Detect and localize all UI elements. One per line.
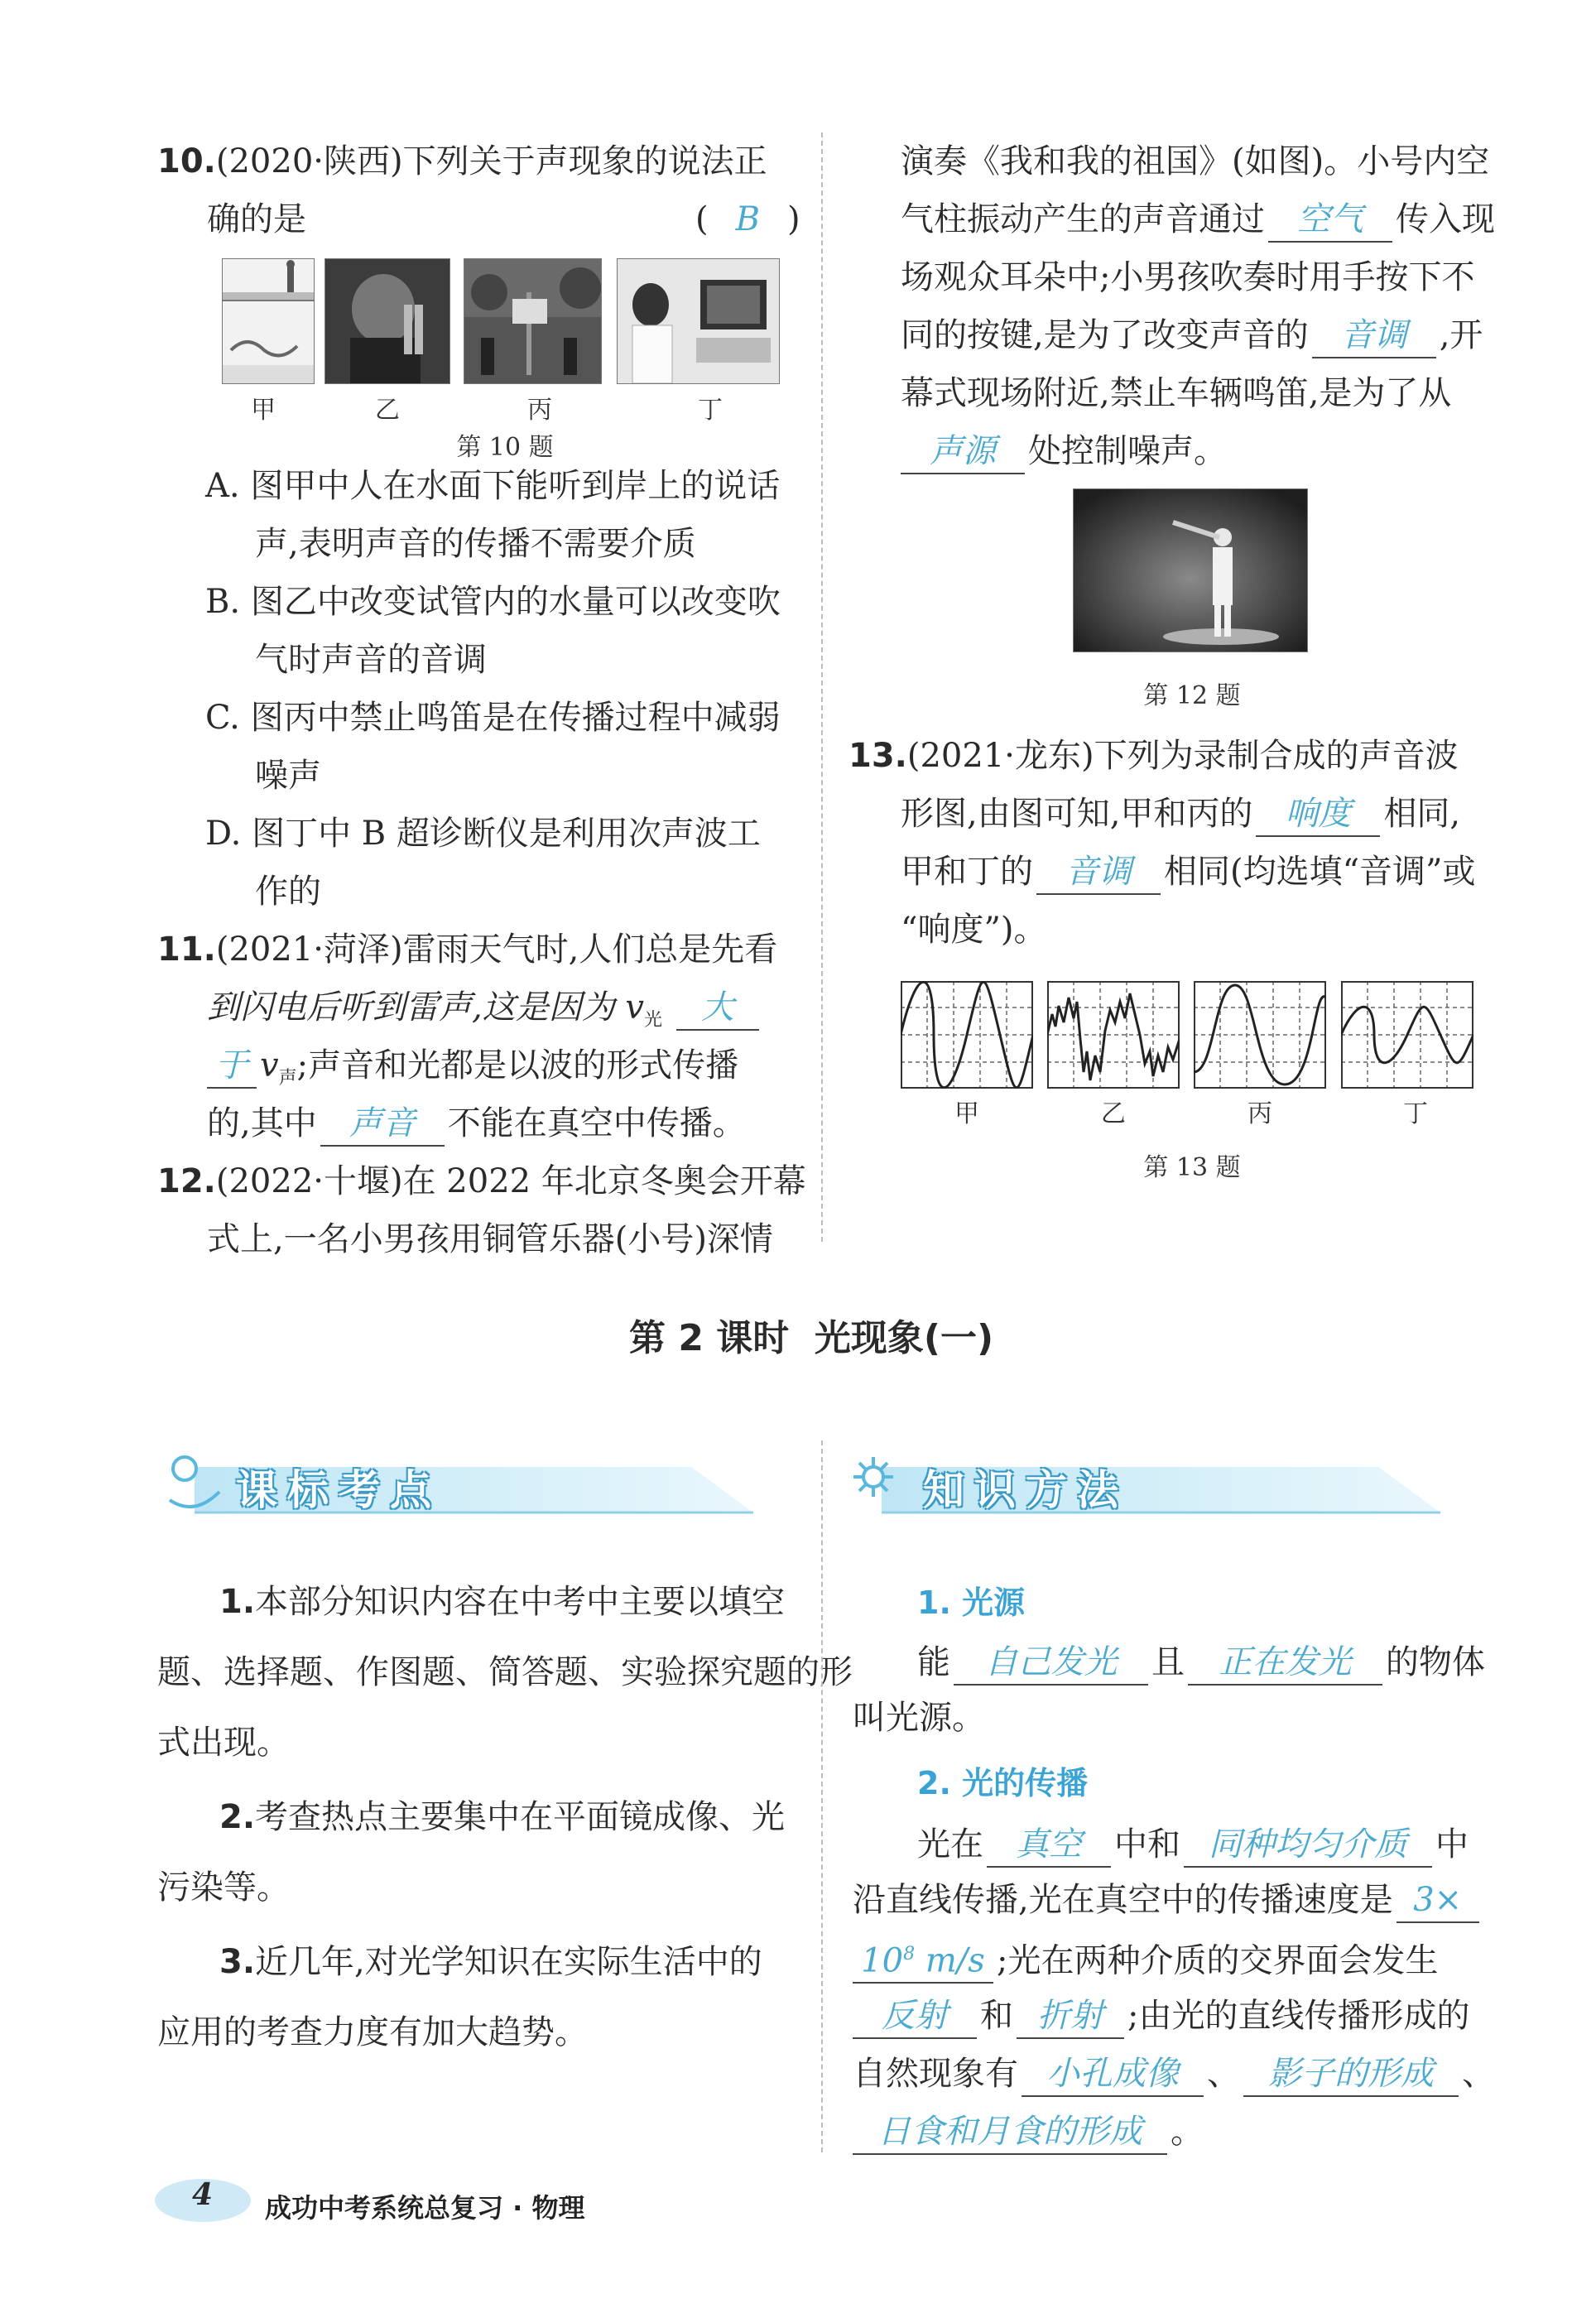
subhead-light-source: 1. 光源 [917, 1585, 1026, 1621]
q12-caption: 第 12 题 [1143, 681, 1241, 710]
q13-blank-1: 响度 [1256, 792, 1380, 837]
column-divider-bottom [821, 1440, 823, 2152]
banner-knowledge-methods [848, 1450, 1445, 1525]
q13-line2: 形图,由图可知,甲和丙的 响度 相同, [901, 789, 1460, 839]
left-p3-line2: 应用的考查力度有加大趋势。 [157, 2013, 588, 2051]
q12-blank-3: 声源 [901, 430, 1025, 474]
q10-image-ding [617, 258, 780, 384]
right-s1-line1: 能 自己发光 且 正在发光 的物体 [917, 1638, 1485, 1687]
q11-line1: 11.(2021·菏泽)雷雨天气时,人们总是先看 [157, 931, 778, 969]
q12-line8: 声源 处控制噪声。 [901, 426, 1227, 476]
blank-uniform-medium: 同种均匀介质 [1184, 1823, 1432, 1868]
q13-line3: 甲和丁的 音调 相同(均选填“音调”或 [901, 847, 1476, 897]
question-number: 11. [157, 931, 216, 969]
q10-option-a-line1: A. 图甲中人在水面下能听到岸上的说话 [205, 467, 781, 505]
blank-light-speed-b: $10^8$ m/s [853, 1933, 993, 1984]
column-divider-top [821, 132, 823, 1242]
blank-shadow: 影子的形成 [1243, 2052, 1459, 2097]
right-s2-line2: 沿直线传播,光在真空中的传播速度是 3× [853, 1875, 1483, 1925]
q10-caption: 第 10 题 [456, 433, 554, 462]
banner-curriculum-points-text: 课标考点 [236, 1466, 441, 1514]
q10-image-bing [464, 258, 602, 384]
book-title: 成功中考系统总复习 · 物理 [265, 2192, 585, 2224]
banner-knowledge-methods-text: 知识方法 [923, 1466, 1128, 1514]
q10-label-yi: 乙 [375, 396, 400, 425]
q13-caption: 第 13 题 [1143, 1153, 1241, 1182]
q12-blank-1: 空气 [1268, 198, 1392, 243]
left-p3-line1: 3.近几年,对光学知识在实际生活中的 [219, 1943, 762, 1981]
lesson-title: 第 2 课时 光现象(一) [629, 1317, 994, 1359]
right-s2-line4: 反射 和 折射 ;由光的直线传播形成的 [853, 1991, 1469, 2041]
q11-line2: 到闪电后听到雷声,这是因为 $v_光$ 大 [207, 983, 762, 1046]
q13-waveform-ding [1341, 981, 1473, 1089]
q13-line1: 13.(2021·龙东)下列为录制合成的声音波 [848, 737, 1459, 775]
q12-line3: 演奏《我和我的祖国》(如图)。小号内空 [901, 142, 1490, 180]
q11-blank-1b: 于 [207, 1044, 257, 1089]
blank-self-luminous: 自己发光 [954, 1641, 1148, 1686]
right-s2-line3: $10^8$ m/s ;光在两种介质的交界面会发生 [853, 1933, 1438, 1985]
banner-curriculum-points [161, 1450, 757, 1525]
q11-line3: 于 $v_声$;声音和光都是以波的形式传播 [207, 1041, 738, 1104]
question-number: 10. [157, 142, 216, 180]
q13-waveform-yi [1047, 981, 1180, 1089]
blank-eclipse: 日食和月食的形成 [853, 2110, 1167, 2155]
question-number: 13. [848, 737, 907, 775]
q12-line1: 12.(2022·十堰)在 2022 年北京冬奥会开幕 [157, 1162, 806, 1200]
q10-line1: 10.(2020·陕西)下列关于声现象的说法正 [157, 142, 767, 180]
q12-line4: 气柱振动产生的声音通过 空气 传入现 [901, 195, 1495, 244]
q10-image-yi [324, 258, 450, 384]
subhead-light-propagation: 2. 光的传播 [917, 1765, 1089, 1801]
left-p1-line2: 题、选择题、作图题、简答题、实验探究题的形 [157, 1653, 853, 1691]
blank-reflection: 反射 [853, 1994, 977, 2039]
q10-option-d-line2: 作的 [255, 873, 321, 911]
q13-line4: “响度”)。 [901, 911, 1047, 949]
q10-option-b-line2: 气时声音的音调 [255, 641, 487, 679]
q11-line4: 的,其中 声音 不能在真空中传播。 [207, 1099, 746, 1148]
right-s2-line1: 光在 真空 中和 同种均匀介质 中 [917, 1820, 1469, 1869]
right-s2-line6: 日食和月食的形成 。 [853, 2107, 1204, 2157]
q12-line7: 幕式现场附近,禁止车辆鸣笛,是为了从 [901, 374, 1452, 412]
q12-line6: 同的按键,是为了改变声音的 音调 ,开 [901, 310, 1483, 360]
q10-answer: B [735, 200, 761, 238]
q10-image-jia [222, 258, 315, 384]
q13-waveform-jia [901, 981, 1033, 1089]
right-s2-line5: 自然现象有 小孔成像 、 影子的形成 、 [853, 2049, 1495, 2099]
q10-option-b-line1: B. 图乙中改变试管内的水量可以改变吹 [205, 583, 781, 621]
left-p1-line1: 1.本部分知识内容在中考中主要以填空 [219, 1583, 786, 1621]
q13-label-bing: 丙 [1247, 1099, 1272, 1128]
q13-label-yi: 乙 [1101, 1099, 1126, 1128]
q10-option-d-line1: D. 图丁中 B 超诊断仪是利用次声波工 [205, 815, 761, 853]
q12-blank-2: 音调 [1312, 314, 1436, 358]
left-p1-line3: 式出现。 [157, 1724, 290, 1762]
q12-line5: 场观众耳朵中;小男孩吹奏时用手按下不 [901, 258, 1475, 296]
q10-label-bing: 丙 [527, 396, 552, 425]
q10-answer-bracket: ( B ) [695, 195, 800, 244]
blank-pinhole-image: 小孔成像 [1022, 2052, 1204, 2097]
question-number: 12. [157, 1162, 216, 1200]
q11-blank-1a: 大 [676, 986, 759, 1031]
blank-emitting-light: 正在发光 [1188, 1641, 1382, 1686]
blank-light-speed-a: 3× [1396, 1878, 1479, 1923]
q10-option-a-line2: 声,表明声音的传播不需要介质 [255, 525, 696, 563]
page-number: 4 [192, 2177, 214, 2212]
left-p2-line2: 污染等。 [157, 1868, 290, 1907]
q10-option-c-line1: C. 图丙中禁止鸣笛是在传播过程中减弱 [205, 699, 781, 737]
q12-line2: 式上,一名小男孩用铜管乐器(小号)深情 [207, 1220, 773, 1258]
right-s1-line2: 叫光源。 [853, 1699, 985, 1737]
blank-refraction: 折射 [1017, 1994, 1124, 2039]
q10-option-c-line2: 噪声 [255, 757, 321, 795]
q10-label-jia: 甲 [251, 396, 276, 425]
q10-line2: 确的是 [207, 200, 306, 238]
q11-blank-2: 声音 [320, 1102, 445, 1147]
q13-label-ding: 丁 [1403, 1099, 1428, 1128]
q13-label-jia: 甲 [954, 1099, 979, 1128]
q12-trumpet-photo [1073, 488, 1308, 652]
q13-blank-2: 音调 [1036, 850, 1161, 895]
q13-waveform-bing [1194, 981, 1326, 1089]
left-p2-line1: 2.考查热点主要集中在平面镜成像、光 [219, 1798, 786, 1836]
blank-vacuum: 真空 [987, 1823, 1111, 1868]
q10-label-ding: 丁 [698, 396, 723, 425]
